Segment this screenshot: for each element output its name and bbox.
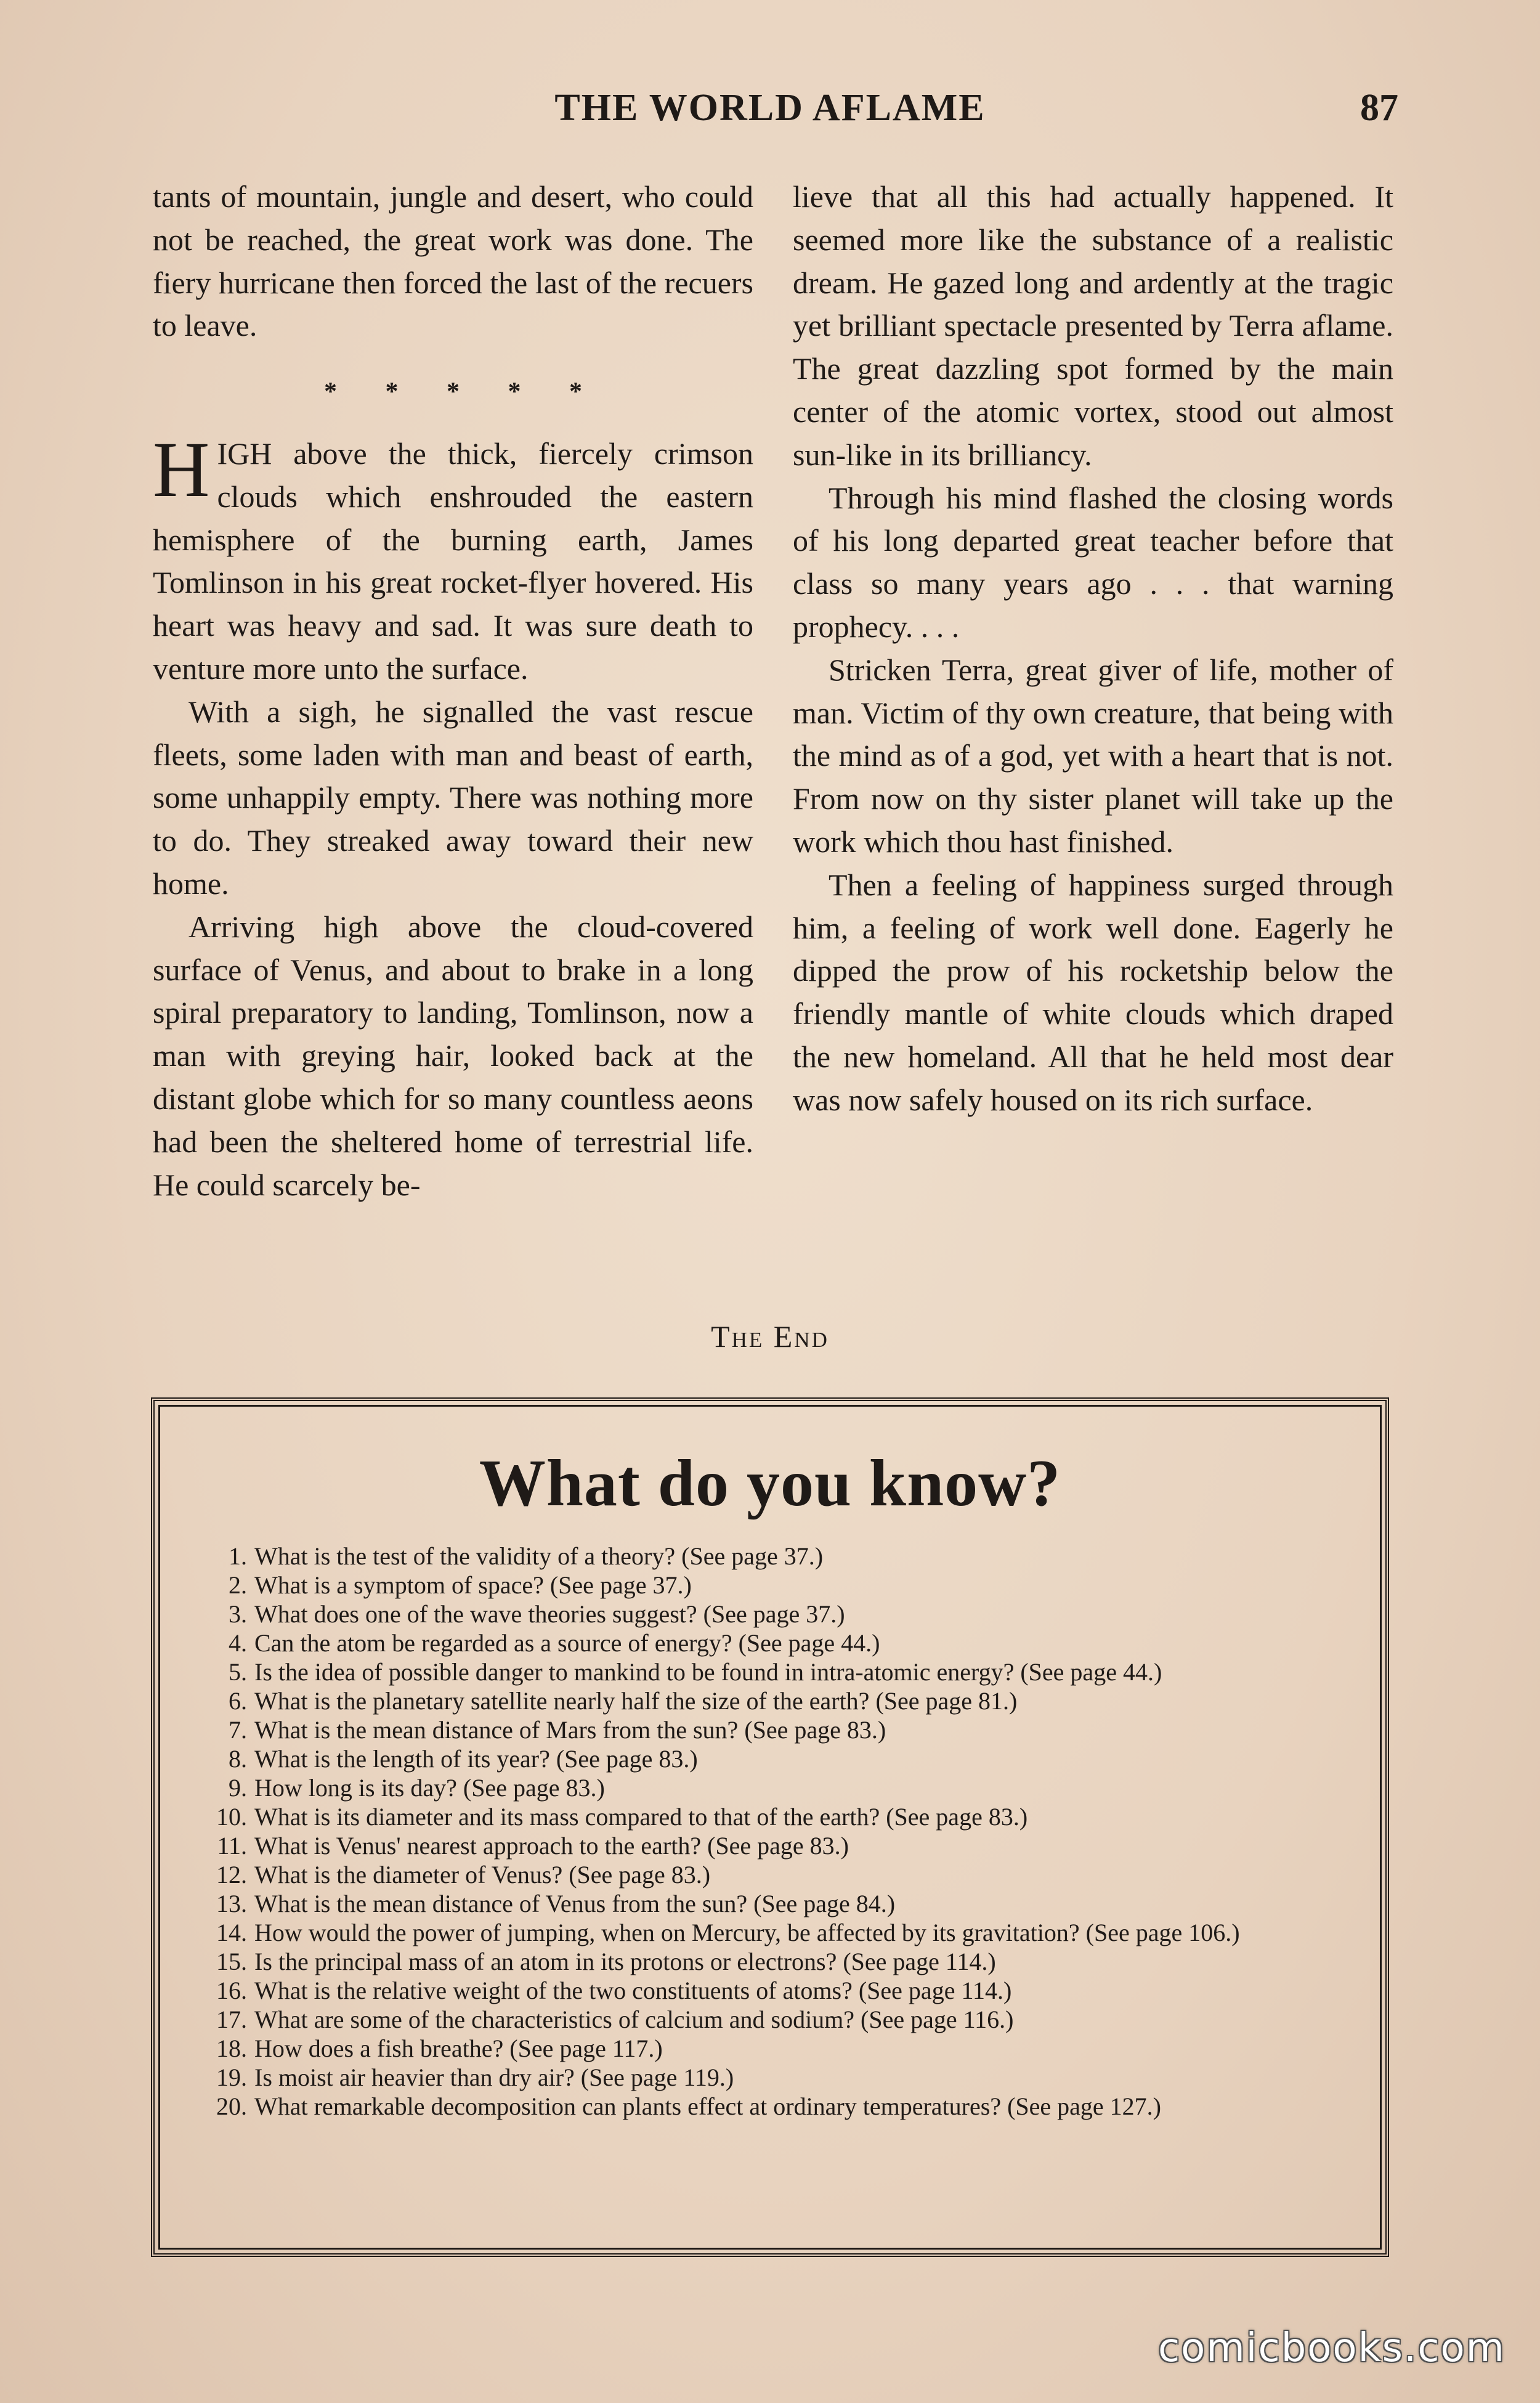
quiz-question-number: 1. <box>229 1542 247 1570</box>
quiz-question-number: 17. <box>216 2006 247 2033</box>
quiz-question-text: Is moist air heavier than dry air? (See page 119.) <box>254 2063 734 2091</box>
quiz-question <box>210 1542 1319 1571</box>
the-end-label: The End <box>711 1319 829 1354</box>
quiz-question-text: How does a fish breathe? (See page 117.) <box>254 2035 663 2062</box>
quiz-question-number: 16. <box>216 1977 247 2004</box>
quiz-question <box>210 1686 1319 1715</box>
site-watermark: comicbooks.com <box>1157 2325 1506 2371</box>
quiz-question-number: 19. <box>216 2063 247 2091</box>
page-number: 87 <box>1360 87 1398 129</box>
story-paragraph: Arriving high above the cloud-covered surface of Venus, and about to brake in a long spiral preparatory to landing, Tomlinson, now a man with greying hair, looked back at the distant globe which for so many countless aeons had been the sheltered home of terrestrial life. He could scarcely be- <box>153 909 753 1202</box>
quiz-question-number: 20. <box>216 2092 247 2120</box>
quiz-question-number: 18. <box>216 2035 247 2062</box>
story-column-right <box>793 176 1393 1122</box>
quiz-question-text: What is the length of its year? (See page 83.) <box>254 1745 698 1773</box>
quiz-question-text: What is the mean distance of Mars from the sun? (See page 83.) <box>254 1716 886 1744</box>
quiz-question-number: 12. <box>216 1861 247 1889</box>
quiz-question-text: What are some of the characteristics of calcium and sodium? (See page 116.) <box>254 2006 1014 2033</box>
quiz-question <box>210 1773 1319 1802</box>
drop-cap: H <box>153 425 210 513</box>
quiz-question-text: What remarkable decomposition can plants effect at ordinary temperatures? (See page 127.) <box>254 2092 1161 2120</box>
quiz-question-text: What is the test of the validity of a theory? (See page 37.) <box>254 1542 824 1570</box>
quiz-question <box>210 1628 1319 1657</box>
quiz-question-number: 14. <box>216 1919 247 1946</box>
quiz-question-number: 10. <box>216 1803 247 1831</box>
quiz-question <box>210 1860 1319 1889</box>
quiz-question-number: 6. <box>229 1687 247 1715</box>
quiz-question <box>210 1831 1319 1860</box>
quiz-question-text: Can the atom be regarded as a source of energy? (See page 44.) <box>254 1629 880 1657</box>
story-paragraph: Then a feeling of happiness surged through him, a feeling of work well done. Eagerly he dipped the prow of his rocketship below the friendly mantle of white clouds which draped the new homeland. All that he held most dear was now safely housed on its rich surface. <box>793 867 1393 1117</box>
quiz-question <box>210 1600 1319 1628</box>
quiz-question-number: 15. <box>216 1948 247 1975</box>
quiz-question-text: How long is its day? (See page 83.) <box>254 1774 605 1802</box>
story-paragraph: Through his mind flashed the closing words of his long departed great teacher before that class so many years ago . . . that warning prophecy. . . . <box>793 480 1393 644</box>
quiz-question-number: 11. <box>217 1832 247 1860</box>
story-paragraph: lieve that all this had actually happened. It seemed more like the substance of a realistic dream. He gazed long and ardently at the tragic yet brilliant spectacle presented by Terra aflame. The great dazzling spot formed by the main center of the atomic vortex, stood out almost sun-like in its brilliancy. <box>793 179 1393 472</box>
quiz-question-text: How would the power of jumping, when on Mercury, be affected by its gravitation? (See page 106.) <box>254 1919 1240 1946</box>
quiz-question-number: 9. <box>229 1774 247 1802</box>
quiz-question-number: 4. <box>229 1629 247 1657</box>
story-paragraph: Stricken Terra, great giver of life, mother of man. Victim of thy own creature, that being with the mind as of a god, yet with a heart that is not. From now on thy sister planet will take up the work which thou hast finished. <box>793 652 1393 859</box>
quiz-question <box>210 2092 1319 2121</box>
quiz-question <box>210 1657 1319 1686</box>
quiz-question <box>210 2034 1319 2063</box>
running-header <box>0 86 1540 136</box>
quiz-question <box>210 1571 1319 1600</box>
quiz-question-number: 3. <box>229 1600 247 1628</box>
story-paragraph: tants of mountain, jungle and desert, who could not be reached, the great work was done. The fiery hurricane then forced the last of the recuers to leave. <box>153 179 753 343</box>
quiz-question-number: 2. <box>229 1571 247 1599</box>
quiz-question-text: What does one of the wave theories suggest? (See page 37.) <box>254 1600 845 1628</box>
quiz-box <box>151 1397 1389 2257</box>
quiz-question-text: What is Venus' nearest approach to the earth? (See page 83.) <box>254 1832 849 1860</box>
story-column-left <box>153 176 753 1206</box>
quiz-question-text: What is a symptom of space? (See page 37.) <box>254 1571 692 1599</box>
quiz-question-number: 8. <box>229 1745 247 1773</box>
quiz-question <box>210 1918 1319 1947</box>
story-title: THE WORLD AFLAME <box>554 87 986 129</box>
quiz-question <box>210 2005 1319 2034</box>
quiz-question-text: What is the mean distance of Venus from the sun? (See page 84.) <box>254 1890 896 1917</box>
quiz-question-text: What is the diameter of Venus? (See page 83.) <box>254 1861 711 1889</box>
section-separator: * * * * * <box>324 378 603 407</box>
quiz-question-text: Is the idea of possible danger to mankind to be found in intra-atomic energy? (See page 44.) <box>254 1658 1162 1686</box>
quiz-question-number: 7. <box>229 1716 247 1744</box>
quiz-question <box>210 1889 1319 1918</box>
quiz-question <box>210 2063 1319 2092</box>
quiz-title: What do you know? <box>479 1447 1061 1520</box>
quiz-question <box>210 1715 1319 1744</box>
quiz-question-number: 5. <box>229 1658 247 1686</box>
story-paragraph-dropcap <box>153 425 753 691</box>
quiz-question <box>210 1947 1319 1976</box>
quiz-question-text: What is its diameter and its mass compared to that of the earth? (See page 83.) <box>254 1803 1028 1831</box>
quiz-question-text: Is the principal mass of an atom in its protons or electrons? (See page 114.) <box>254 1948 996 1975</box>
quiz-question <box>210 1976 1319 2005</box>
quiz-question <box>210 1744 1319 1773</box>
quiz-question-text: What is the relative weight of the two constituents of atoms? (See page 114.) <box>254 1977 1012 2004</box>
quiz-question-number: 13. <box>216 1890 247 1917</box>
story-paragraph: With a sigh, he signalled the vast rescue fleets, some laden with man and beast of earth, some unhappily empty. There was nothing more to do. They streaked away toward their new home. <box>153 694 753 901</box>
quiz-question-list <box>210 1542 1319 2121</box>
quiz-question-text: What is the planetary satellite nearly half the size of the earth? (See page 81.) <box>254 1687 1018 1715</box>
quiz-question <box>210 1802 1319 1831</box>
story-paragraph-text: IGH above the thick, fiercely crimson clouds which enshrouded the eastern hemisphere of the burning earth, James Tomlinson in his great rocket-flyer hovered. His heart was heavy and sad. It was sure death to venture more unto the surface. <box>153 436 753 686</box>
